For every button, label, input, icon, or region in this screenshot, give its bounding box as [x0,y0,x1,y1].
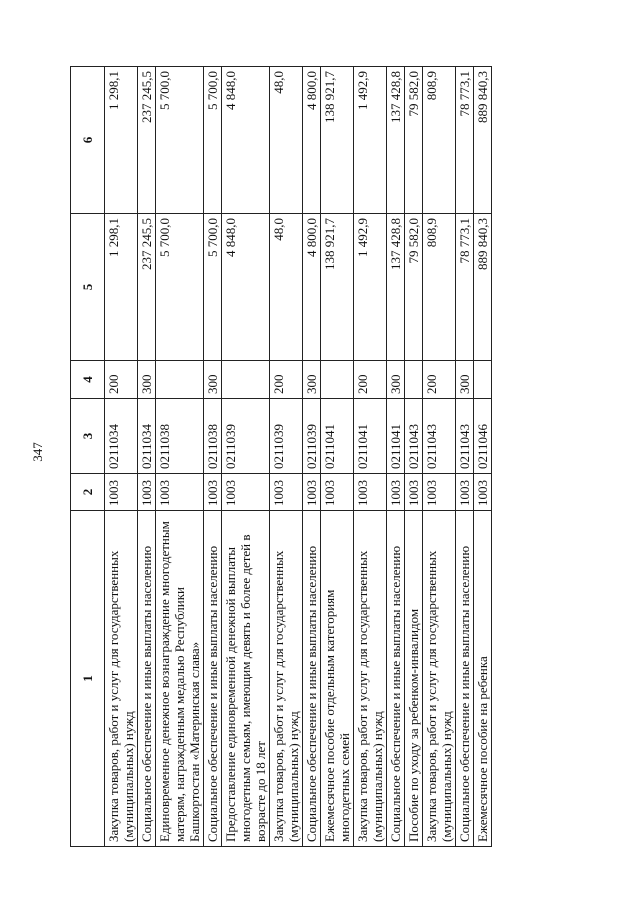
table-row [354,67,387,847]
type-cell: 200 [105,361,138,399]
name-cell: Социальное обеспечение и иные выплаты населению [456,511,474,847]
value-col6-cell: 808,9 [423,67,456,214]
section-cell: 1003 [456,474,474,511]
name-cell: Закупка товаров, работ и услуг для государственных (муниципальных) нужд [105,511,138,847]
table-row [222,67,270,847]
code-cell: 0211043 [456,399,474,474]
header-cell: 4 [71,361,105,399]
table-row [321,67,354,847]
section-cell: 1003 [156,474,204,511]
header-cell: 2 [71,474,105,511]
value-col5-cell: 137 428,8 [387,214,405,361]
table-row [204,67,222,847]
value-col5-cell: 48,0 [270,214,303,361]
rotated-table-wrapper [70,67,570,847]
value-col6-cell: 1 298,1 [105,67,138,214]
table-row [423,67,456,847]
name-cell: Закупка товаров, работ и услуг для государственных (муниципальных) нужд [270,511,303,847]
budget-table [70,66,492,847]
value-col5-cell: 4 800,0 [303,214,321,361]
type-cell: 300 [138,361,156,399]
name-cell: Пособие по уходу за ребенком-инвалидом [405,511,423,847]
code-cell: 0211034 [138,399,156,474]
section-cell: 1003 [387,474,405,511]
name-cell: Ежемесячное пособие отдельным категориям многодетных семей [321,511,354,847]
table-row [474,67,492,847]
table-row [105,67,138,847]
value-col6-cell: 1 492,9 [354,67,387,214]
name-cell: Предоставление единовременной денежной выплаты многодетным семьям, имеющим девять и более детей в возрасте до 18 лет [222,511,270,847]
table-row [270,67,303,847]
name-cell: Социальное обеспечение и иные выплаты населению [303,511,321,847]
value-col6-cell: 889 840,3 [474,67,492,214]
section-cell: 1003 [204,474,222,511]
type-cell: 200 [354,361,387,399]
value-col5-cell: 79 582,0 [405,214,423,361]
code-cell: 0211041 [387,399,405,474]
value-col6-cell: 138 921,7 [321,67,354,214]
type-cell: 300 [303,361,321,399]
table-row [456,67,474,847]
header-cell: 3 [71,399,105,474]
code-cell: 0211046 [474,399,492,474]
type-cell: 200 [423,361,456,399]
page-number: 347 [30,442,45,462]
table-header-row [71,67,105,847]
table-body [105,67,492,847]
value-col6-cell: 4 800,0 [303,67,321,214]
table-row [387,67,405,847]
section-cell: 1003 [303,474,321,511]
section-cell: 1003 [138,474,156,511]
value-col6-cell: 78 773,1 [456,67,474,214]
name-cell: Закупка товаров, работ и услуг для государственных (муниципальных) нужд [423,511,456,847]
section-cell: 1003 [321,474,354,511]
value-col6-cell: 79 582,0 [405,67,423,214]
code-cell: 0211043 [423,399,456,474]
type-cell: 200 [270,361,303,399]
value-col6-cell: 5 700,0 [156,67,204,214]
code-cell: 0211039 [270,399,303,474]
header-cell: 5 [71,214,105,361]
table-row [138,67,156,847]
value-col5-cell: 5 700,0 [204,214,222,361]
name-cell: Социальное обеспечение и иные выплаты населению [204,511,222,847]
value-col5-cell: 237 245,5 [138,214,156,361]
section-cell: 1003 [270,474,303,511]
type-cell [474,361,492,399]
table-row [156,67,204,847]
section-cell: 1003 [105,474,138,511]
table-row [303,67,321,847]
code-cell: 0211038 [156,399,204,474]
table-row [405,67,423,847]
value-col5-cell: 5 700,0 [156,214,204,361]
header-cell: 6 [71,67,105,214]
value-col6-cell: 4 848,0 [222,67,270,214]
section-cell: 1003 [222,474,270,511]
value-col5-cell: 138 921,7 [321,214,354,361]
name-cell: Единовременное денежное вознаграждение многодетным матерям, награжденным медалью Республики Башкортостан «Материнская слава» [156,511,204,847]
type-cell [405,361,423,399]
code-cell: 0211043 [405,399,423,474]
value-col5-cell: 1 298,1 [105,214,138,361]
section-cell: 1003 [474,474,492,511]
type-cell: 300 [456,361,474,399]
type-cell [321,361,354,399]
value-col5-cell: 889 840,3 [474,214,492,361]
type-cell [156,361,204,399]
section-cell: 1003 [354,474,387,511]
value-col6-cell: 137 428,8 [387,67,405,214]
value-col5-cell: 78 773,1 [456,214,474,361]
name-cell: Ежемесячное пособие на ребенка [474,511,492,847]
type-cell: 300 [387,361,405,399]
value-col5-cell: 1 492,9 [354,214,387,361]
code-cell: 0211034 [105,399,138,474]
code-cell: 0211039 [303,399,321,474]
section-cell: 1003 [405,474,423,511]
name-cell: Социальное обеспечение и иные выплаты населению [387,511,405,847]
code-cell: 0211039 [222,399,270,474]
code-cell: 0211038 [204,399,222,474]
code-cell: 0211041 [321,399,354,474]
name-cell: Социальное обеспечение и иные выплаты населению [138,511,156,847]
value-col5-cell: 4 848,0 [222,214,270,361]
value-col6-cell: 48,0 [270,67,303,214]
section-cell: 1003 [423,474,456,511]
type-cell [222,361,270,399]
value-col6-cell: 5 700,0 [204,67,222,214]
code-cell: 0211041 [354,399,387,474]
name-cell: Закупка товаров, работ и услуг для государственных (муниципальных) нужд [354,511,387,847]
value-col6-cell: 237 245,5 [138,67,156,214]
type-cell: 300 [204,361,222,399]
header-cell: 1 [71,511,105,847]
value-col5-cell: 808,9 [423,214,456,361]
